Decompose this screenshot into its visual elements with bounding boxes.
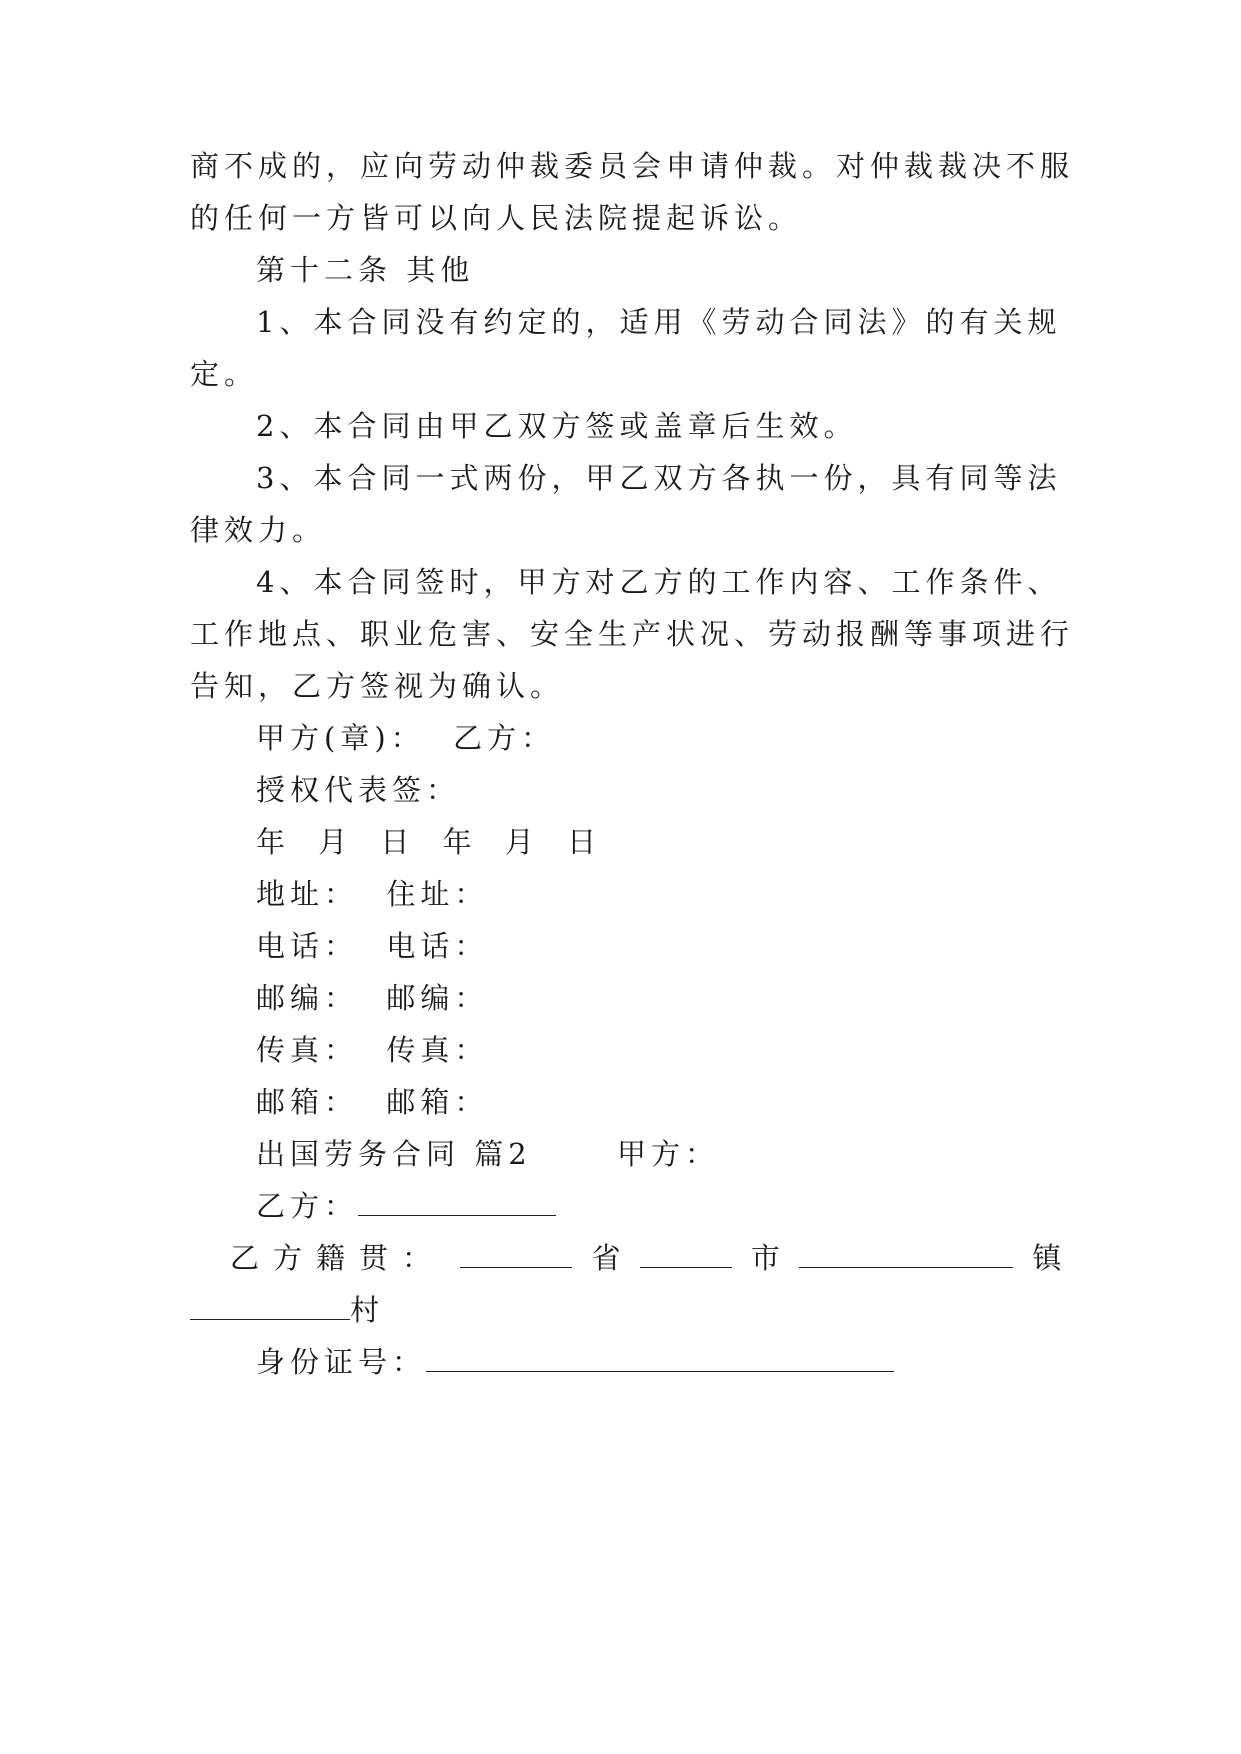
city-label: 市 <box>750 1241 780 1275</box>
village-label: 村 <box>350 1293 385 1327</box>
paragraph-line: 商不成的，应向劳动仲裁委员会申请仲裁。对仲裁裁决不服 <box>190 149 1075 183</box>
id-number-blank <box>426 1343 894 1372</box>
village-blank <box>190 1291 350 1320</box>
signature-representative: 授权代表签： <box>256 773 461 807</box>
city-blank <box>640 1239 732 1268</box>
email-field: 邮箱： 邮箱： <box>256 1085 489 1119</box>
phone-field: 电话： 电话： <box>256 929 489 963</box>
signature-date: 年 月 日 年 月 日 <box>256 825 602 859</box>
paragraph-line: 的任何一方皆可以向人民法院提起诉讼。 <box>190 201 803 235</box>
fax-field: 传真： 传真： <box>256 1033 489 1067</box>
province-label: 省 <box>591 1241 621 1275</box>
address-field: 地址： 住址： <box>256 877 489 911</box>
clause-item-3-cont: 律效力。 <box>190 513 327 547</box>
party-b-label: 乙方： <box>256 1189 359 1223</box>
zip-field: 邮编： 邮编： <box>256 981 489 1015</box>
clause-item-1-cont: 定。 <box>190 357 259 391</box>
origin-label: 乙方籍贯： <box>230 1241 446 1275</box>
clause-item-4-cont: 工作地点、职业危害、安全生产状况、劳动报酬等事项进行 <box>190 617 1075 651</box>
article-heading: 第十二条 其他 <box>256 253 475 287</box>
clause-item-4-cont: 告知，乙方签视为确认。 <box>190 669 565 703</box>
signature-parties: 甲方(章)： 乙方： <box>256 721 556 755</box>
province-blank <box>460 1239 572 1268</box>
clause-item-2: 2、本合同由甲乙双方签或盖章后生效。 <box>256 409 858 443</box>
contract-2-title: 出国劳务合同 篇2 甲方： <box>256 1137 719 1171</box>
village-line <box>190 1290 1052 1330</box>
town-label: 镇 <box>1032 1241 1062 1275</box>
clause-item-3: 3、本合同一式两份，甲乙双方各执一份，具有同等法 <box>256 461 1062 495</box>
clause-item-4: 4、本合同签时，甲方对乙方的工作内容、工作条件、 <box>256 565 1062 599</box>
party-b-blank <box>358 1187 556 1216</box>
town-blank <box>799 1239 1013 1268</box>
party-b-line <box>256 1186 1052 1226</box>
id-number-label: 身份证号： <box>256 1345 427 1379</box>
id-number-line <box>256 1342 1052 1382</box>
clause-item-1: 1、本合同没有约定的，适用《劳动合同法》的有关规 <box>256 305 1062 339</box>
origin-line <box>190 1238 1062 1278</box>
